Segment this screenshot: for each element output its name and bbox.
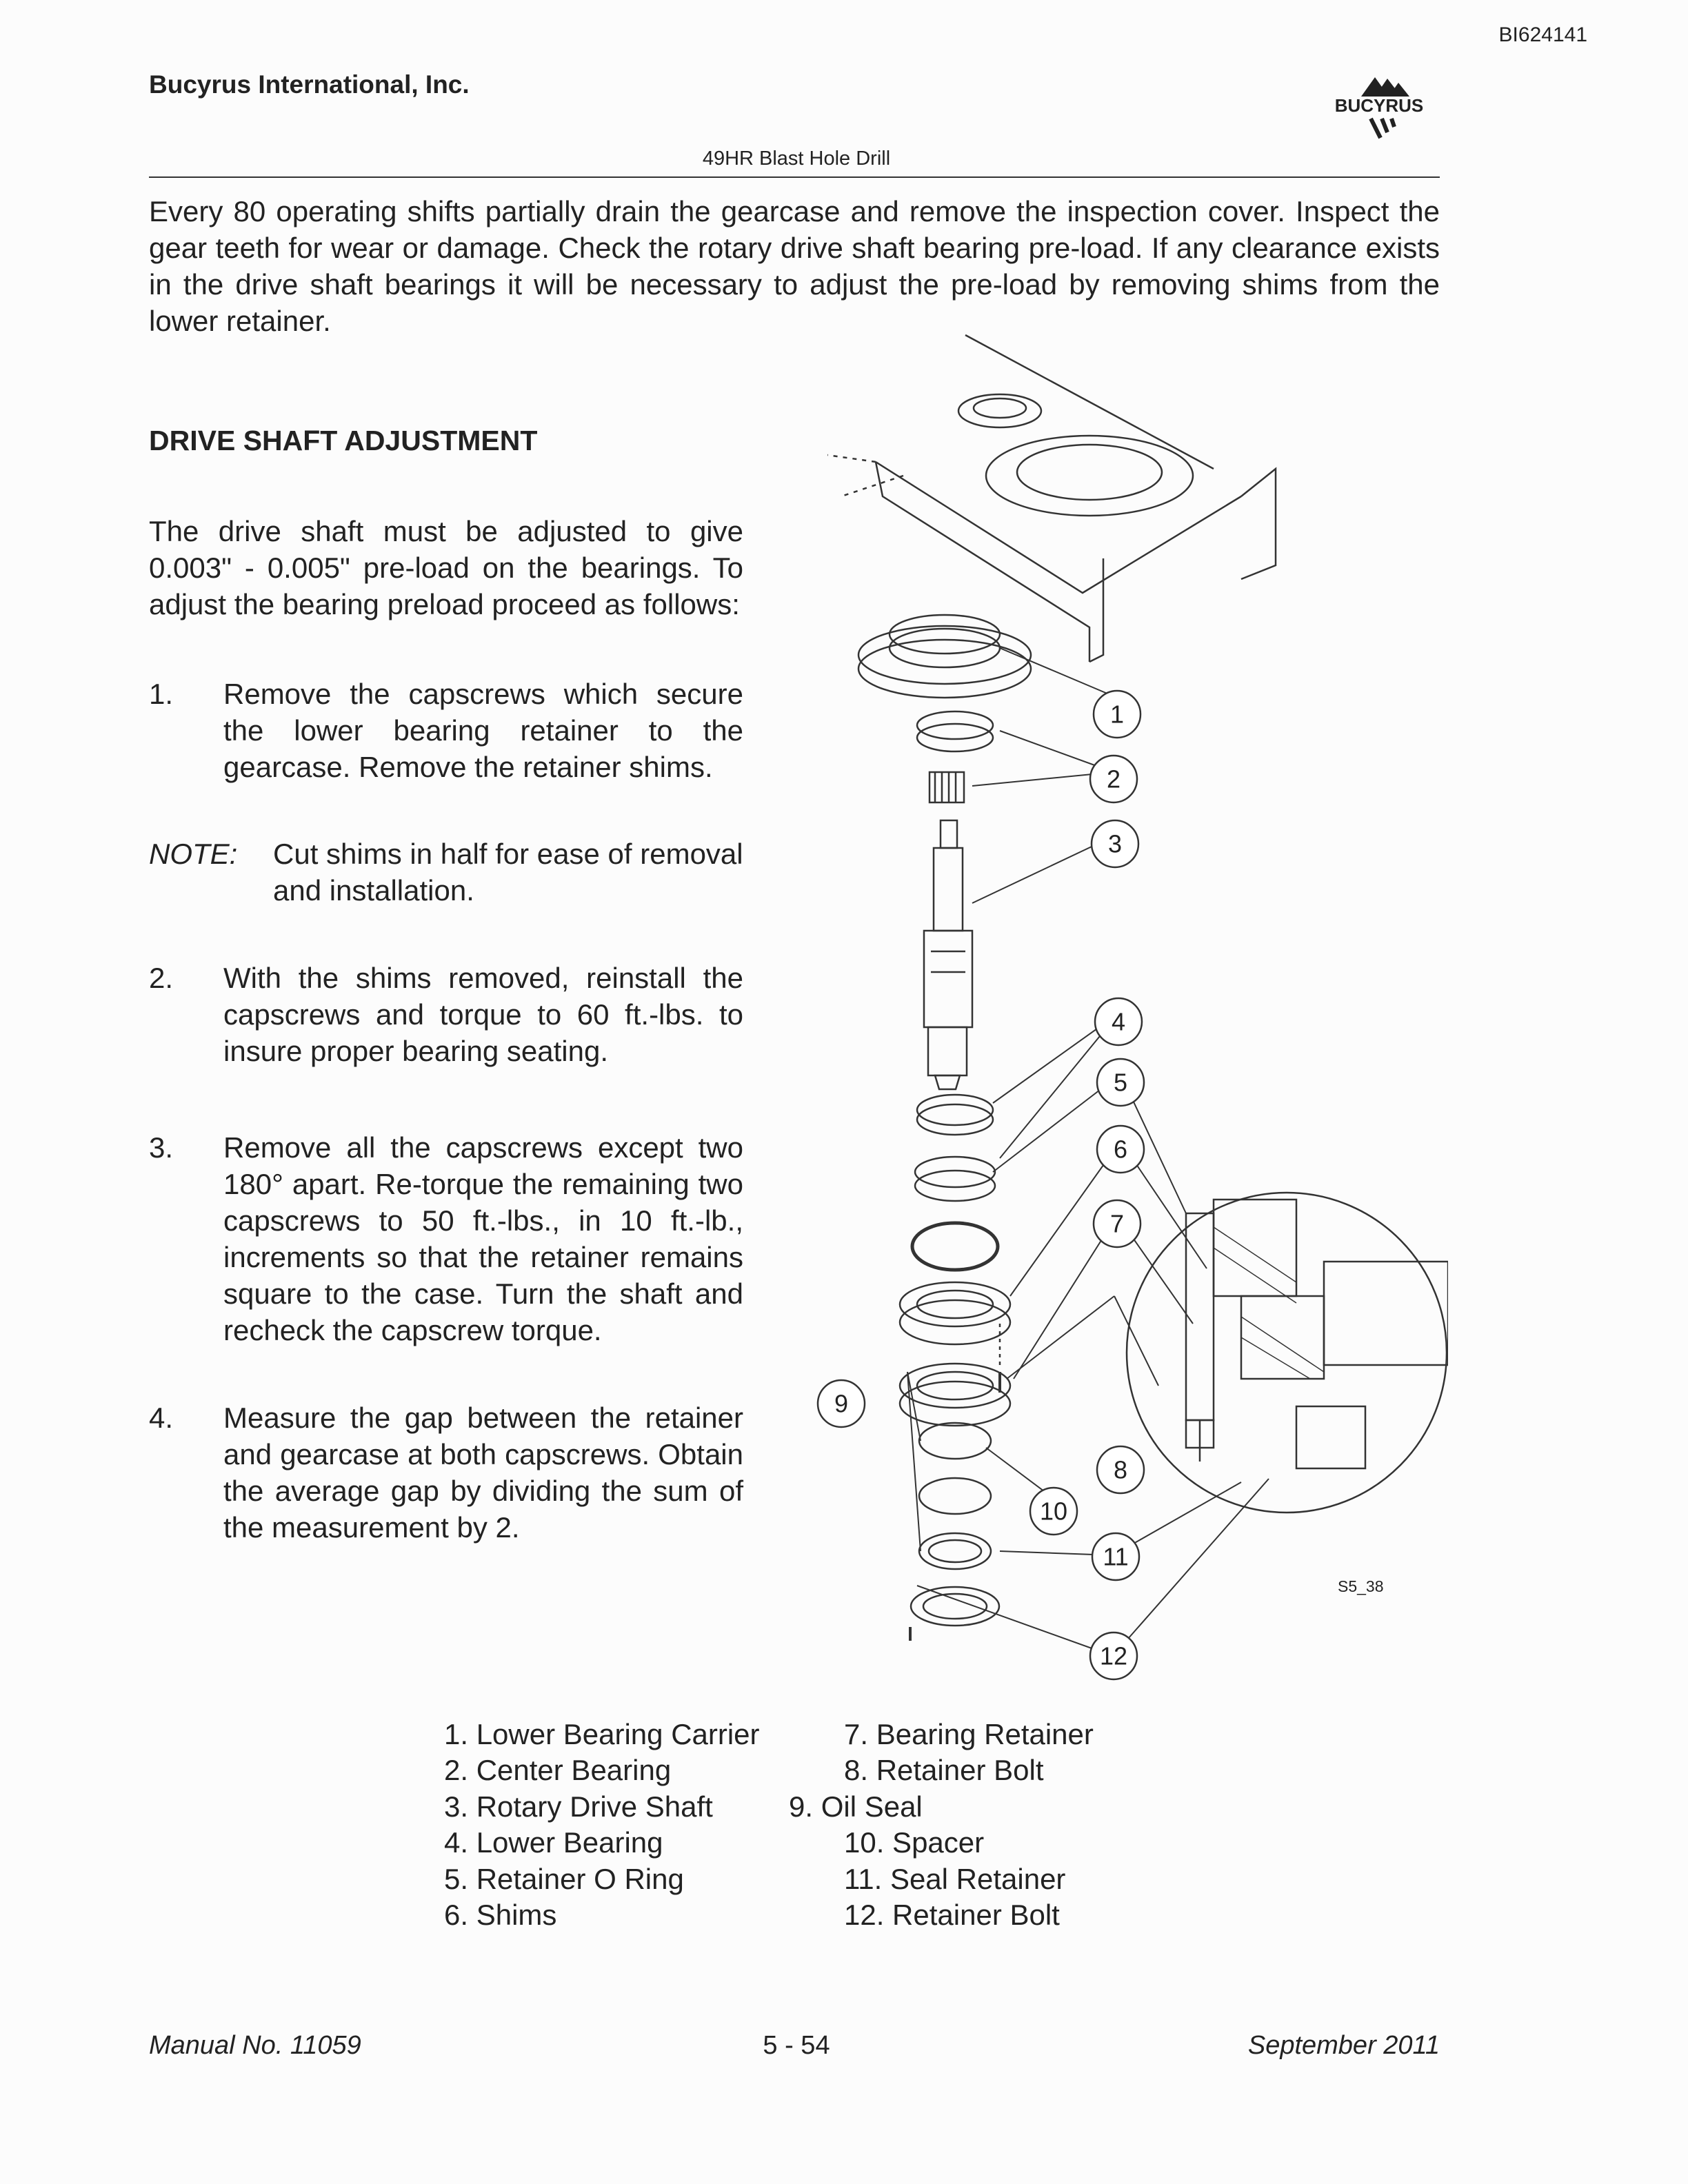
logo-text: BUCYRUS bbox=[1334, 95, 1424, 116]
gearcase-housing bbox=[827, 335, 1276, 662]
legend-item: 12. Retainer Bolt bbox=[844, 1899, 1060, 1931]
callout-9 bbox=[818, 1380, 865, 1427]
section-title: DRIVE SHAFT ADJUSTMENT bbox=[149, 425, 538, 456]
company-name: Bucyrus International, Inc. bbox=[149, 70, 470, 99]
callout-label: 11 bbox=[1103, 1542, 1129, 1571]
callout-label: 1 bbox=[1109, 700, 1125, 729]
step-text: Remove the capscrews which secure the lower bearing retainer to the gearcase. Remove the retainer shims. bbox=[223, 678, 743, 783]
section-lead: The drive shaft must be adjusted to give 0.003" - 0.005" pre-load on the bearings. To adjust the bearing preload proceed as follows: bbox=[149, 515, 743, 620]
publication-date: September 2011 bbox=[1247, 2031, 1440, 2060]
callout-label: 8 bbox=[1113, 1455, 1128, 1484]
step-number: 4. bbox=[149, 1402, 174, 1434]
legend-item: 2. Center Bearing bbox=[444, 1754, 672, 1786]
step-text: With the shims removed, reinstall the capscrews and torque to 60 ft.-lbs. to insure proper bearing seating. bbox=[223, 962, 743, 1067]
bearing-carrier bbox=[858, 615, 1031, 698]
document-id: BI624141 bbox=[1498, 23, 1587, 46]
step-number: 1. bbox=[149, 678, 174, 710]
callout-7 bbox=[1094, 1200, 1141, 1247]
legend-item: 3. Rotary Drive Shaft bbox=[444, 1790, 713, 1823]
legend-item: 9. Oil Seal bbox=[789, 1790, 923, 1823]
step-text: Remove all the capscrews except two 180° apart. Re-torque the remaining two capscrews to 50 ft.-lbs., in 10 ft.-lb., increments so that the retainer remains square to the case. Turn the shaft and recheck the capscrew torque. bbox=[223, 1131, 743, 1346]
callout-4 bbox=[1095, 998, 1142, 1045]
legend-item: 6. Shims bbox=[444, 1899, 557, 1931]
callout-8 bbox=[1097, 1446, 1144, 1493]
manual-number: Manual No. 11059 bbox=[149, 2031, 361, 2060]
step-text: Measure the gap between the retainer and gearcase at both capscrews. Obtain the average gap by dividing the sum of the measurement by 2. bbox=[223, 1402, 743, 1544]
intro-paragraph: Every 80 operating shifts partially drain the gearcase and remove the inspection cover. Inspect the gear teeth for wear or damage. Check the rotary drive shaft bearing pre-load. If any clearance exists in the drive shaft bearings it will be necessary to adjust the pre-load by removing shims from the lower retainer. bbox=[149, 195, 1440, 337]
legend-item: 7. Bearing Retainer bbox=[844, 1718, 1094, 1750]
legend-item: 4. Lower Bearing bbox=[444, 1826, 663, 1859]
callout-3 bbox=[1092, 820, 1138, 867]
callout-12 bbox=[1090, 1632, 1137, 1679]
leader-lines bbox=[907, 648, 1269, 1656]
header-divider bbox=[149, 176, 1440, 178]
callout-10 bbox=[1030, 1488, 1077, 1535]
legend-item: 11. Seal Retainer bbox=[844, 1863, 1066, 1895]
detail-view bbox=[1127, 1193, 1448, 1513]
parts-legend bbox=[444, 1717, 1203, 1944]
callout-label: 7 bbox=[1109, 1209, 1125, 1238]
step-number: 3. bbox=[149, 1131, 174, 1164]
legend-item: 10. Spacer bbox=[844, 1826, 985, 1859]
callout-label: 4 bbox=[1111, 1007, 1126, 1036]
lower-bearing-and-rings bbox=[900, 1095, 1010, 1641]
drive-shaft-exploded-diagram bbox=[800, 331, 1448, 1682]
center-bearing bbox=[917, 711, 993, 802]
legend-item: 5. Retainer O Ring bbox=[444, 1863, 684, 1895]
callout-label: 9 bbox=[834, 1389, 849, 1418]
callout-2 bbox=[1090, 756, 1137, 802]
callout-5 bbox=[1097, 1059, 1144, 1106]
callout-11 bbox=[1092, 1533, 1139, 1580]
callout-1 bbox=[1094, 691, 1141, 738]
callout-label: 3 bbox=[1107, 829, 1123, 858]
callout-label: 2 bbox=[1106, 765, 1121, 793]
bucyrus-logo bbox=[1317, 69, 1441, 152]
legend-item: 8. Retainer Bolt bbox=[844, 1754, 1044, 1786]
step-number: 2. bbox=[149, 962, 174, 994]
callout-label: 5 bbox=[1113, 1068, 1128, 1097]
model-name: 49HR Blast Hole Drill bbox=[702, 148, 891, 170]
callout-label: 6 bbox=[1113, 1135, 1128, 1164]
legend-item: 1. Lower Bearing Carrier bbox=[444, 1718, 760, 1750]
callout-6 bbox=[1097, 1126, 1144, 1173]
callout-label: 12 bbox=[1099, 1641, 1128, 1670]
note-text: Cut shims in half for ease of removal and installation. bbox=[273, 838, 743, 907]
page-number: 5 - 54 bbox=[763, 2031, 830, 2060]
figure-code: S5_38 bbox=[1338, 1577, 1384, 1595]
callout-label: 10 bbox=[1039, 1497, 1068, 1526]
rotary-drive-shaft bbox=[924, 820, 972, 1089]
note-label: NOTE: bbox=[149, 838, 238, 870]
